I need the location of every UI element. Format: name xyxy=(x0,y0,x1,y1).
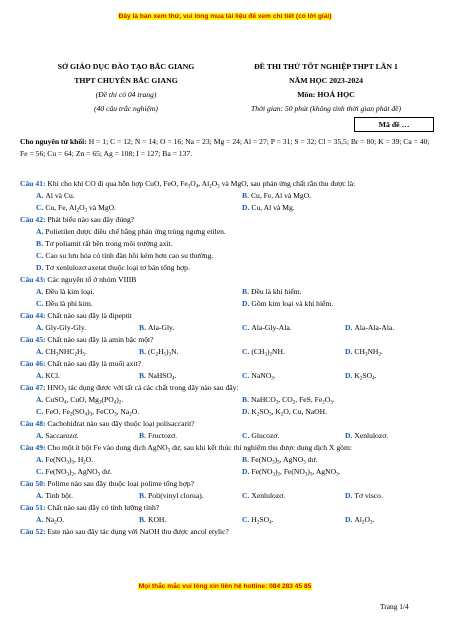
answer-option xyxy=(123,490,226,502)
option-text: Gly-Gly-Gly. xyxy=(45,323,87,332)
answer-option xyxy=(20,370,123,382)
option-text: $(C_2H_5)_3N$. xyxy=(147,347,179,358)
option-text: $K_2SO_3$, $K_2O$, Cu, NaOH. xyxy=(251,407,328,418)
answer-option xyxy=(20,226,432,238)
option-letter: D. xyxy=(242,467,250,476)
time-limit: Thời gian: 50 phút (không tính thời gian phát đề) xyxy=(250,104,402,113)
option-text: $Fe(NO_3)_2$, $Fe(NO_3)_3$, AgNO$_3$. xyxy=(251,467,341,478)
option-letter: B. xyxy=(139,431,146,440)
question-text: Khi cho khí CO đi qua hỗn hợp CuO, FeO, $Fe_3O_4$, $Al_2O_3$ và MgO, sau phản ứng chất rắn thu được là: xyxy=(45,179,356,190)
atomic-masses-label: Cho nguyên tử khối: xyxy=(20,137,87,146)
answer-option xyxy=(226,202,432,214)
answer-option xyxy=(226,394,432,406)
answer-option xyxy=(226,298,432,310)
question-number: Câu 49: xyxy=(20,443,46,452)
option-text: Cu, Fe, $Al_2O_3$ và MgO. xyxy=(45,203,117,214)
answer-option xyxy=(329,430,432,442)
question-stem xyxy=(20,274,432,286)
option-text: Cu, Fe, Al và MgO. xyxy=(250,191,312,200)
header-left xyxy=(26,60,226,116)
answer-option xyxy=(20,406,226,418)
question-text: Cho một ít bột Fe vào dung dịch AgNO$_3$ dư, sau khi kết thúc thí nghiệm thu được dung dịch X gồm: xyxy=(45,443,352,454)
answer-option xyxy=(226,406,432,418)
option-letter: B. xyxy=(139,323,146,332)
option-letter: B. xyxy=(242,455,249,464)
preview-banner-text: Đây là bản xem thử, vui lòng mua tài liệu để xem chi tiết (có lời giải) xyxy=(118,13,332,20)
option-letter: C. xyxy=(36,299,44,308)
option-text: $CH_3NH_2$. xyxy=(354,347,383,358)
option-letter: D. xyxy=(345,491,353,500)
answer-option xyxy=(123,514,226,526)
question-block xyxy=(20,178,432,214)
answer-options xyxy=(20,226,432,274)
option-letter: A. xyxy=(36,515,44,524)
option-text: Ala-Gly. xyxy=(147,323,175,332)
question-text: $HNO_3$ tác dụng được với tất cả các chất trong dãy nào sau đây: xyxy=(45,383,239,394)
option-text: FeO, $Fe_2(SO_4)_3$, FeCO$_3$, $Na_2O$. xyxy=(45,407,140,418)
school-year: NĂM HỌC 2023-2024 xyxy=(288,76,364,85)
option-letter: C. xyxy=(242,371,250,380)
question-text: Chất nào sau đây là amin bậc một? xyxy=(45,335,154,344)
question-number: Câu 42: xyxy=(20,215,46,224)
question-text: Este nào sau đây tác dụng với NaOH thu được ancol etylic? xyxy=(45,527,229,536)
exam-title: ĐỀ THI THỬ TỐT NGHIỆP THPT LẦN 1 xyxy=(254,62,398,71)
option-text: Đều là khí hiếm. xyxy=(250,287,302,296)
option-text: Ala-Gly-Ala. xyxy=(251,323,292,332)
option-letter: A. xyxy=(36,227,44,236)
answer-option xyxy=(20,238,432,250)
option-letter: C. xyxy=(36,467,44,476)
option-letter: B. xyxy=(139,515,146,524)
option-letter: A. xyxy=(36,191,44,200)
question-number: Câu 47: xyxy=(20,383,46,392)
option-letter: D. xyxy=(242,407,250,416)
option-letter: D. xyxy=(345,347,353,356)
option-text: Saccarozơ. xyxy=(45,431,79,440)
option-text: Xenlulozơ. xyxy=(354,431,389,440)
option-letter: D. xyxy=(345,371,353,380)
answer-option xyxy=(20,430,123,442)
question-number: Câu 46: xyxy=(20,359,46,368)
option-text: Tơ visco. xyxy=(354,491,383,500)
option-letter: C. xyxy=(242,347,250,356)
answer-option xyxy=(123,346,226,358)
option-letter: D. xyxy=(242,203,250,212)
question-text: Chất nào sau đây là muối axit? xyxy=(45,359,142,368)
option-text: CuSO$_4$, CuO, $Mg_3(PO_4)_2$. xyxy=(45,395,124,406)
option-text: $Na_2O$. xyxy=(45,515,65,526)
answer-options xyxy=(20,454,432,478)
question-stem xyxy=(20,418,432,430)
department-name: SỞ GIÁO DỤC ĐÀO TẠO BẮC GIANG xyxy=(57,62,195,71)
answer-option xyxy=(329,514,432,526)
question-block xyxy=(20,310,432,334)
option-letter: A. xyxy=(36,323,44,332)
answer-option xyxy=(226,322,329,334)
answer-option xyxy=(20,250,432,262)
option-text: $H_2SO_4$. xyxy=(251,515,274,526)
preview-banner xyxy=(0,13,450,21)
option-text: $CH_3NHC_2H_5$. xyxy=(45,347,87,358)
question-text: Chất nào sau đây có tính lưỡng tính? xyxy=(45,503,160,512)
option-text: Gồm kim loại và khí hiếm. xyxy=(251,299,334,308)
option-letter: A. xyxy=(36,371,44,380)
answer-options xyxy=(20,346,432,358)
option-letter: B. xyxy=(242,395,249,404)
answer-option xyxy=(20,454,226,466)
question-number: Câu 41: xyxy=(20,179,46,188)
option-text: NaHCO$_3$, $CO_2$, FeS, $Fe_2O_3$. xyxy=(250,395,335,406)
question-count-note: (40 câu trắc nghiệm) xyxy=(94,104,158,113)
answer-option xyxy=(20,466,226,478)
question-number: Câu 51: xyxy=(20,503,46,512)
answer-option xyxy=(20,394,226,406)
exam-code-box: Mã đề … xyxy=(354,117,434,132)
option-letter: C. xyxy=(36,203,44,212)
page-count-note: (Đề thi có 04 trang) xyxy=(95,90,157,99)
option-text: Fructozơ. xyxy=(147,431,178,440)
question-stem xyxy=(20,502,432,514)
option-letter: B. xyxy=(242,191,249,200)
option-text: Xenlulozơ. xyxy=(251,491,286,500)
school-name: THPT CHUYÊN BẮC GIANG xyxy=(74,76,178,85)
question-stem xyxy=(20,442,432,454)
question-text: Polime nào sau đây thuộc loại polime tổng hợp? xyxy=(45,479,195,488)
option-letter: C. xyxy=(36,251,44,260)
answer-option xyxy=(20,262,432,274)
option-letter: B. xyxy=(36,239,43,248)
option-text: Đều là phi kim. xyxy=(45,299,93,308)
option-letter: D. xyxy=(242,299,250,308)
question-text: Các nguyên tố ở nhóm VIIIB xyxy=(45,275,137,284)
answer-options xyxy=(20,370,432,382)
answer-option xyxy=(20,490,123,502)
answer-option xyxy=(20,286,226,298)
page-number: Trang 1/4 xyxy=(380,602,409,611)
question-block xyxy=(20,478,432,502)
question-number: Câu 43: xyxy=(20,275,46,284)
question-stem xyxy=(20,214,432,226)
question-stem xyxy=(20,382,432,394)
question-text: Chất nào sau đây là đipeptit xyxy=(45,311,132,320)
hotline-banner-text: Mọi thắc mắc vui lòng xin liên hệ hotline: 084 283 45 85 xyxy=(138,583,312,590)
option-letter: D. xyxy=(36,263,44,272)
option-text: $Al_2O_3$. xyxy=(354,515,375,526)
option-text: Đều là kim loại. xyxy=(45,287,95,296)
answer-option xyxy=(20,322,123,334)
question-number: Câu 48: xyxy=(20,419,46,428)
answer-option xyxy=(20,190,226,202)
question-block xyxy=(20,382,432,418)
option-text: Tinh bột. xyxy=(45,491,73,500)
answer-options xyxy=(20,190,432,214)
answer-option xyxy=(20,514,123,526)
answer-options xyxy=(20,322,432,334)
question-block xyxy=(20,526,432,538)
option-text: Polietilen được điều chế bằng phản ứng trùng ngưng etilen. xyxy=(45,227,226,236)
answer-option xyxy=(329,370,432,382)
question-stem xyxy=(20,334,432,346)
answer-option xyxy=(226,514,329,526)
answer-option xyxy=(226,466,432,478)
question-list xyxy=(20,178,432,538)
option-text: $(CH_3)_2NH$. xyxy=(251,347,285,358)
option-letter: B. xyxy=(242,287,249,296)
option-letter: A. xyxy=(36,287,44,296)
question-number: Câu 44: xyxy=(20,311,46,320)
option-text: Tơ xenlulozơ axetat thuộc loại tơ bán tổng hợp. xyxy=(45,263,190,272)
option-text: Cao su lưu hóa có tính đàn hồi kém hơn cao su thường. xyxy=(45,251,214,260)
option-letter: A. xyxy=(36,491,44,500)
answer-option xyxy=(329,490,432,502)
question-block xyxy=(20,418,432,442)
question-stem xyxy=(20,526,432,538)
option-letter: C. xyxy=(36,407,44,416)
option-text: $Fe(NO_3)_3$, AgNO$_3$ dư. xyxy=(250,455,318,466)
answer-option xyxy=(123,370,226,382)
option-text: Cu, Al và Mg. xyxy=(251,203,295,212)
option-letter: B. xyxy=(139,347,146,356)
hotline-banner xyxy=(0,583,450,591)
option-text: NaNO$_3$. xyxy=(251,371,276,382)
option-letter: B. xyxy=(139,371,146,380)
header-right xyxy=(216,60,436,116)
option-letter: D. xyxy=(345,431,353,440)
option-letter: A. xyxy=(36,455,44,464)
answer-option xyxy=(123,430,226,442)
answer-option xyxy=(123,322,226,334)
option-text: $K_2SO_4$. xyxy=(354,371,377,382)
answer-options xyxy=(20,394,432,418)
atomic-masses xyxy=(20,136,430,160)
question-number: Câu 52: xyxy=(20,527,46,536)
option-text: Al và Cu. xyxy=(45,191,75,200)
question-text: Phát biểu nào sau đây đúng? xyxy=(45,215,135,224)
question-block xyxy=(20,214,432,274)
answer-options xyxy=(20,430,432,442)
answer-option xyxy=(20,346,123,358)
option-letter: B. xyxy=(139,491,146,500)
option-text: Ala-Ala-Ala. xyxy=(354,323,395,332)
option-text: $Fe(NO_3)_3$, $H_2O$. xyxy=(45,455,94,466)
answer-option xyxy=(226,430,329,442)
option-text: Glucozơ. xyxy=(251,431,280,440)
option-text: $Fe(NO_3)_2$, AgNO$_3$ dư. xyxy=(45,467,112,478)
option-letter: A. xyxy=(36,347,44,356)
option-text: KCl. xyxy=(45,371,60,380)
option-letter: C. xyxy=(242,515,250,524)
option-letter: D. xyxy=(345,323,353,332)
question-stem xyxy=(20,310,432,322)
answer-options xyxy=(20,286,432,310)
answer-option xyxy=(329,322,432,334)
answer-option xyxy=(20,298,226,310)
option-text: KOH. xyxy=(147,515,167,524)
answer-option xyxy=(226,346,329,358)
answer-option xyxy=(226,370,329,382)
question-block xyxy=(20,442,432,478)
answer-option xyxy=(226,490,329,502)
option-letter: D. xyxy=(345,515,353,524)
question-stem xyxy=(20,178,432,190)
answer-option xyxy=(226,286,432,298)
question-block xyxy=(20,502,432,526)
option-letter: C. xyxy=(242,491,250,500)
option-letter: A. xyxy=(36,431,44,440)
option-letter: C. xyxy=(242,323,250,332)
option-letter: A. xyxy=(36,395,44,404)
question-text: Cacbohiđrat nào sau đây thuộc loại polisaccarit? xyxy=(45,419,195,428)
option-letter: C. xyxy=(242,431,250,440)
subject: Môn: HOÁ HỌC xyxy=(297,90,355,99)
atomic-masses-values: H = 1; C = 12; N = 14; O = 16; Na = 23; Mg = 24; Al = 27; P = 31; S = 32; Cl = 35,5; Br = 80; K = 39; Ca = 40; Fe = 56; Cu = 64; Zn = 65; Ag = 108; I = 127; Ba = 137. xyxy=(20,137,430,158)
answer-option xyxy=(226,454,432,466)
answer-option xyxy=(20,202,226,214)
question-number: Câu 45: xyxy=(20,335,46,344)
question-block xyxy=(20,274,432,310)
answer-option xyxy=(329,346,432,358)
question-block xyxy=(20,334,432,358)
answer-option xyxy=(226,190,432,202)
question-stem xyxy=(20,358,432,370)
question-block xyxy=(20,358,432,382)
answer-options xyxy=(20,490,432,502)
option-text: Tơ poliamit rất bền trong môi trường axit. xyxy=(44,239,173,248)
option-text: NaHSO$_4$. xyxy=(147,371,177,382)
answer-options xyxy=(20,514,432,526)
option-text: Poli(vinyl clorua). xyxy=(147,491,204,500)
question-number: Câu 50: xyxy=(20,479,46,488)
question-stem xyxy=(20,478,432,490)
